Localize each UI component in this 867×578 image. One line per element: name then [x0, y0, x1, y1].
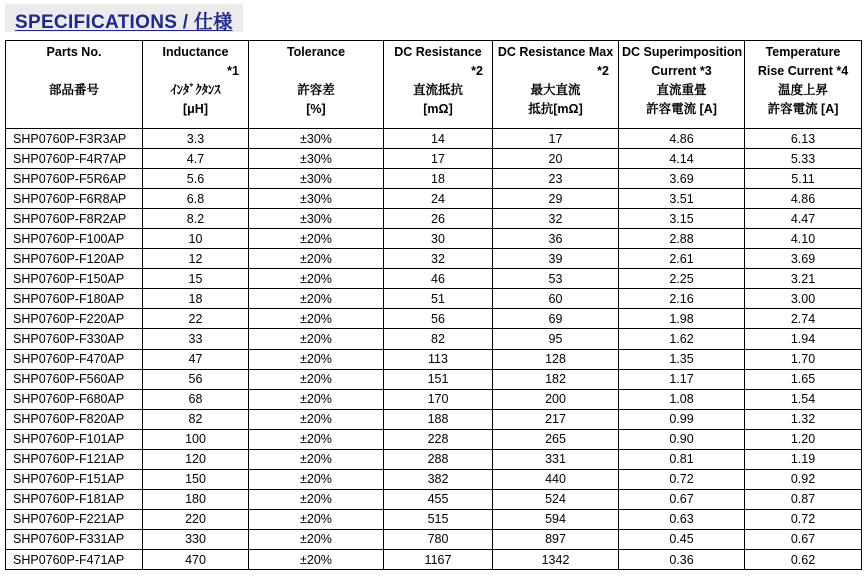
header-unit: [%]: [306, 102, 326, 116]
header-line: DC Superimposition: [622, 45, 743, 59]
cell-tolerance: ±20%: [249, 249, 384, 269]
cell-temperature-rise-current: 4.47: [745, 209, 862, 229]
cell-dc-superimposition-current: 1.35: [619, 349, 745, 369]
table-row: [6, 329, 862, 349]
cell-tolerance: ±20%: [249, 549, 384, 569]
cell-tolerance: ±20%: [249, 289, 384, 309]
cell-parts-no: SHP0760P-F560AP: [6, 369, 143, 389]
cell-tolerance: ±30%: [249, 149, 384, 169]
cell-parts-no: SHP0760P-F220AP: [6, 309, 143, 329]
cell-dc-resistance: 26: [384, 209, 493, 229]
cell-dc-resistance-max: 440: [493, 469, 619, 489]
table-row: [6, 429, 862, 449]
cell-dc-superimposition-current: 2.16: [619, 289, 745, 309]
cell-inductance: 120: [143, 449, 249, 469]
cell-dc-superimposition-current: 0.63: [619, 509, 745, 529]
header-row: [6, 41, 862, 129]
cell-dc-resistance-max: 897: [493, 529, 619, 549]
cell-parts-no: SHP0760P-F5R6AP: [6, 169, 143, 189]
header-dc-superimposition: [619, 41, 745, 129]
cell-dc-superimposition-current: 0.90: [619, 429, 745, 449]
cell-inductance: 100: [143, 429, 249, 449]
cell-dc-superimposition-current: 3.69: [619, 169, 745, 189]
table-body: [6, 129, 862, 570]
cell-parts-no: SHP0760P-F4R7AP: [6, 149, 143, 169]
table-row: [6, 389, 862, 409]
cell-temperature-rise-current: 0.92: [745, 469, 862, 489]
cell-inductance: 10: [143, 229, 249, 249]
cell-dc-resistance: 51: [384, 289, 493, 309]
cell-dc-superimposition-current: 0.67: [619, 489, 745, 509]
cell-dc-resistance-max: 524: [493, 489, 619, 509]
cell-parts-no: SHP0760P-F6R8AP: [6, 189, 143, 209]
cell-parts-no: SHP0760P-F120AP: [6, 249, 143, 269]
cell-dc-resistance-max: 1342: [493, 549, 619, 569]
cell-inductance: 56: [143, 369, 249, 389]
cell-inductance: 33: [143, 329, 249, 349]
cell-temperature-rise-current: 5.33: [745, 149, 862, 169]
table-row: [6, 449, 862, 469]
cell-temperature-rise-current: 1.20: [745, 429, 862, 449]
header-note: *2: [597, 64, 609, 78]
header-dc-resistance-max: [493, 41, 619, 129]
header-note: Rise Current *4: [757, 64, 849, 78]
cell-tolerance: ±20%: [249, 449, 384, 469]
cell-dc-resistance-max: 53: [493, 269, 619, 289]
cell-temperature-rise-current: 1.19: [745, 449, 862, 469]
cell-inductance: 3.3: [143, 129, 249, 149]
header-line: 温度上昇: [777, 83, 828, 97]
cell-inductance: 4.7: [143, 149, 249, 169]
cell-parts-no: SHP0760P-F221AP: [6, 509, 143, 529]
header-line: ｲﾝﾀﾞｸﾀﾝｽ: [170, 83, 221, 97]
table-row: [6, 149, 862, 169]
header-dc-resistance: [384, 41, 493, 129]
cell-dc-resistance: 151: [384, 369, 493, 389]
cell-inductance: 12: [143, 249, 249, 269]
header-line: DC Resistance Max: [497, 45, 614, 59]
cell-dc-resistance: 82: [384, 329, 493, 349]
cell-inductance: 5.6: [143, 169, 249, 189]
header-tolerance: [249, 41, 384, 129]
cell-dc-resistance: 780: [384, 529, 493, 549]
cell-temperature-rise-current: 1.32: [745, 409, 862, 429]
cell-temperature-rise-current: 3.00: [745, 289, 862, 309]
cell-tolerance: ±20%: [249, 429, 384, 449]
header-line: [252, 62, 380, 81]
cell-dc-resistance: 18: [384, 169, 493, 189]
cell-tolerance: ±20%: [249, 349, 384, 369]
table-row: [6, 169, 862, 189]
cell-parts-no: SHP0760P-F150AP: [6, 269, 143, 289]
cell-dc-resistance: 288: [384, 449, 493, 469]
cell-parts-no: SHP0760P-F331AP: [6, 529, 143, 549]
header-note: *1: [227, 64, 239, 78]
cell-inductance: 15: [143, 269, 249, 289]
cell-temperature-rise-current: 0.72: [745, 509, 862, 529]
cell-dc-resistance-max: 20: [493, 149, 619, 169]
header-line: 直流重畳: [656, 83, 707, 97]
cell-temperature-rise-current: 4.86: [745, 189, 862, 209]
cell-inductance: 8.2: [143, 209, 249, 229]
table-row: [6, 189, 862, 209]
cell-dc-resistance-max: 69: [493, 309, 619, 329]
cell-dc-resistance-max: 60: [493, 289, 619, 309]
cell-dc-superimposition-current: 4.14: [619, 149, 745, 169]
cell-dc-resistance: 14: [384, 129, 493, 149]
cell-parts-no: SHP0760P-F101AP: [6, 429, 143, 449]
cell-dc-resistance-max: 17: [493, 129, 619, 149]
cell-dc-resistance-max: 32: [493, 209, 619, 229]
cell-dc-resistance-max: 23: [493, 169, 619, 189]
cell-dc-resistance: 17: [384, 149, 493, 169]
cell-dc-superimposition-current: 2.88: [619, 229, 745, 249]
cell-temperature-rise-current: 1.65: [745, 369, 862, 389]
header-line: DC Resistance: [394, 45, 482, 59]
cell-dc-resistance: 1167: [384, 549, 493, 569]
cell-dc-superimposition-current: 0.81: [619, 449, 745, 469]
header-unit: [mΩ]: [423, 102, 453, 116]
cell-dc-superimposition-current: 0.45: [619, 529, 745, 549]
cell-dc-resistance-max: 331: [493, 449, 619, 469]
cell-dc-superimposition-current: 2.61: [619, 249, 745, 269]
header-line: [9, 100, 139, 119]
cell-dc-resistance: 170: [384, 389, 493, 409]
cell-inductance: 180: [143, 489, 249, 509]
cell-dc-resistance-max: 217: [493, 409, 619, 429]
header-unit: [μH]: [183, 102, 208, 116]
cell-dc-superimposition-current: 1.98: [619, 309, 745, 329]
header-unit: 許容電流 [A]: [767, 102, 839, 116]
cell-dc-resistance-max: 200: [493, 389, 619, 409]
header-line: Temperature: [765, 45, 841, 59]
cell-parts-no: SHP0760P-F181AP: [6, 489, 143, 509]
cell-tolerance: ±30%: [249, 209, 384, 229]
cell-inductance: 18: [143, 289, 249, 309]
header-line: [9, 62, 139, 81]
header-parts-no: [6, 41, 143, 129]
cell-parts-no: SHP0760P-F151AP: [6, 469, 143, 489]
cell-tolerance: ±30%: [249, 169, 384, 189]
cell-dc-superimposition-current: 3.15: [619, 209, 745, 229]
cell-tolerance: ±20%: [249, 309, 384, 329]
cell-tolerance: ±20%: [249, 469, 384, 489]
cell-dc-superimposition-current: 3.51: [619, 189, 745, 209]
cell-tolerance: ±30%: [249, 189, 384, 209]
cell-temperature-rise-current: 4.10: [745, 229, 862, 249]
header-line: 許容差: [297, 83, 335, 97]
table-row: [6, 549, 862, 569]
header-note: Current *3: [651, 64, 712, 78]
cell-temperature-rise-current: 3.69: [745, 249, 862, 269]
table-row: [6, 469, 862, 489]
table-row: [6, 249, 862, 269]
cell-dc-superimposition-current: 0.36: [619, 549, 745, 569]
cell-inductance: 220: [143, 509, 249, 529]
cell-tolerance: ±20%: [249, 269, 384, 289]
cell-dc-resistance: 24: [384, 189, 493, 209]
cell-inductance: 150: [143, 469, 249, 489]
page-title: SPECIFICATIONS / 仕様: [15, 12, 233, 33]
cell-parts-no: SHP0760P-F8R2AP: [6, 209, 143, 229]
cell-temperature-rise-current: 1.94: [745, 329, 862, 349]
cell-dc-superimposition-current: 2.25: [619, 269, 745, 289]
cell-inductance: 82: [143, 409, 249, 429]
cell-dc-resistance-max: 182: [493, 369, 619, 389]
cell-parts-no: SHP0760P-F180AP: [6, 289, 143, 309]
cell-inductance: 22: [143, 309, 249, 329]
cell-inductance: 470: [143, 549, 249, 569]
cell-tolerance: ±20%: [249, 389, 384, 409]
cell-dc-resistance-max: 128: [493, 349, 619, 369]
cell-dc-superimposition-current: 0.72: [619, 469, 745, 489]
cell-tolerance: ±20%: [249, 409, 384, 429]
table-row: [6, 289, 862, 309]
cell-dc-resistance: 46: [384, 269, 493, 289]
cell-tolerance: ±20%: [249, 509, 384, 529]
cell-inductance: 330: [143, 529, 249, 549]
table-row: [6, 529, 862, 549]
cell-parts-no: SHP0760P-F471AP: [6, 549, 143, 569]
cell-temperature-rise-current: 5.11: [745, 169, 862, 189]
table-row: [6, 209, 862, 229]
table-row: [6, 309, 862, 329]
cell-tolerance: ±20%: [249, 229, 384, 249]
cell-temperature-rise-current: 3.21: [745, 269, 862, 289]
cell-dc-resistance-max: 29: [493, 189, 619, 209]
header-line: 最大直流: [530, 83, 581, 97]
cell-temperature-rise-current: 6.13: [745, 129, 862, 149]
cell-parts-no: SHP0760P-F121AP: [6, 449, 143, 469]
header-line: Tolerance: [286, 45, 346, 59]
cell-dc-resistance-max: 36: [493, 229, 619, 249]
cell-parts-no: SHP0760P-F820AP: [6, 409, 143, 429]
cell-dc-resistance: 56: [384, 309, 493, 329]
cell-dc-superimposition-current: 4.86: [619, 129, 745, 149]
cell-dc-resistance: 228: [384, 429, 493, 449]
header-line: Parts No.: [46, 45, 102, 59]
cell-temperature-rise-current: 2.74: [745, 309, 862, 329]
table-row: [6, 229, 862, 249]
cell-parts-no: SHP0760P-F470AP: [6, 349, 143, 369]
header-temperature-rise: [745, 41, 862, 129]
table-row: [6, 269, 862, 289]
table-row: [6, 489, 862, 509]
cell-temperature-rise-current: 1.54: [745, 389, 862, 409]
cell-parts-no: SHP0760P-F100AP: [6, 229, 143, 249]
header-line: 直流抵抗: [412, 83, 463, 97]
cell-inductance: 68: [143, 389, 249, 409]
cell-dc-resistance: 113: [384, 349, 493, 369]
cell-tolerance: ±20%: [249, 329, 384, 349]
header-note: *2: [471, 64, 483, 78]
cell-inductance: 47: [143, 349, 249, 369]
cell-dc-superimposition-current: 1.08: [619, 389, 745, 409]
header-line: 部品番号: [48, 83, 99, 97]
table-row: [6, 129, 862, 149]
table-row: [6, 369, 862, 389]
cell-parts-no: SHP0760P-F3R3AP: [6, 129, 143, 149]
table-row: [6, 349, 862, 369]
cell-tolerance: ±20%: [249, 529, 384, 549]
cell-dc-resistance: 515: [384, 509, 493, 529]
cell-dc-resistance-max: 265: [493, 429, 619, 449]
cell-parts-no: SHP0760P-F330AP: [6, 329, 143, 349]
cell-temperature-rise-current: 0.67: [745, 529, 862, 549]
table-row: [6, 509, 862, 529]
title-bar: [5, 4, 243, 32]
cell-dc-resistance: 382: [384, 469, 493, 489]
table-row: [6, 409, 862, 429]
cell-tolerance: ±30%: [249, 129, 384, 149]
header-inductance: [143, 41, 249, 129]
cell-tolerance: ±20%: [249, 489, 384, 509]
cell-dc-superimposition-current: 0.99: [619, 409, 745, 429]
cell-tolerance: ±20%: [249, 369, 384, 389]
cell-dc-resistance: 455: [384, 489, 493, 509]
cell-temperature-rise-current: 1.70: [745, 349, 862, 369]
header-unit: 許容電流 [A]: [646, 102, 717, 116]
cell-dc-resistance-max: 39: [493, 249, 619, 269]
cell-dc-superimposition-current: 1.62: [619, 329, 745, 349]
cell-dc-resistance: 32: [384, 249, 493, 269]
cell-dc-resistance: 30: [384, 229, 493, 249]
cell-dc-resistance-max: 594: [493, 509, 619, 529]
cell-temperature-rise-current: 0.87: [745, 489, 862, 509]
header-unit: 抵抗[mΩ]: [528, 102, 583, 116]
cell-temperature-rise-current: 0.62: [745, 549, 862, 569]
cell-dc-resistance: 188: [384, 409, 493, 429]
specifications-table: [5, 40, 862, 570]
cell-dc-superimposition-current: 1.17: [619, 369, 745, 389]
header-line: Inductance: [162, 45, 229, 59]
cell-parts-no: SHP0760P-F680AP: [6, 389, 143, 409]
cell-inductance: 6.8: [143, 189, 249, 209]
cell-dc-resistance-max: 95: [493, 329, 619, 349]
